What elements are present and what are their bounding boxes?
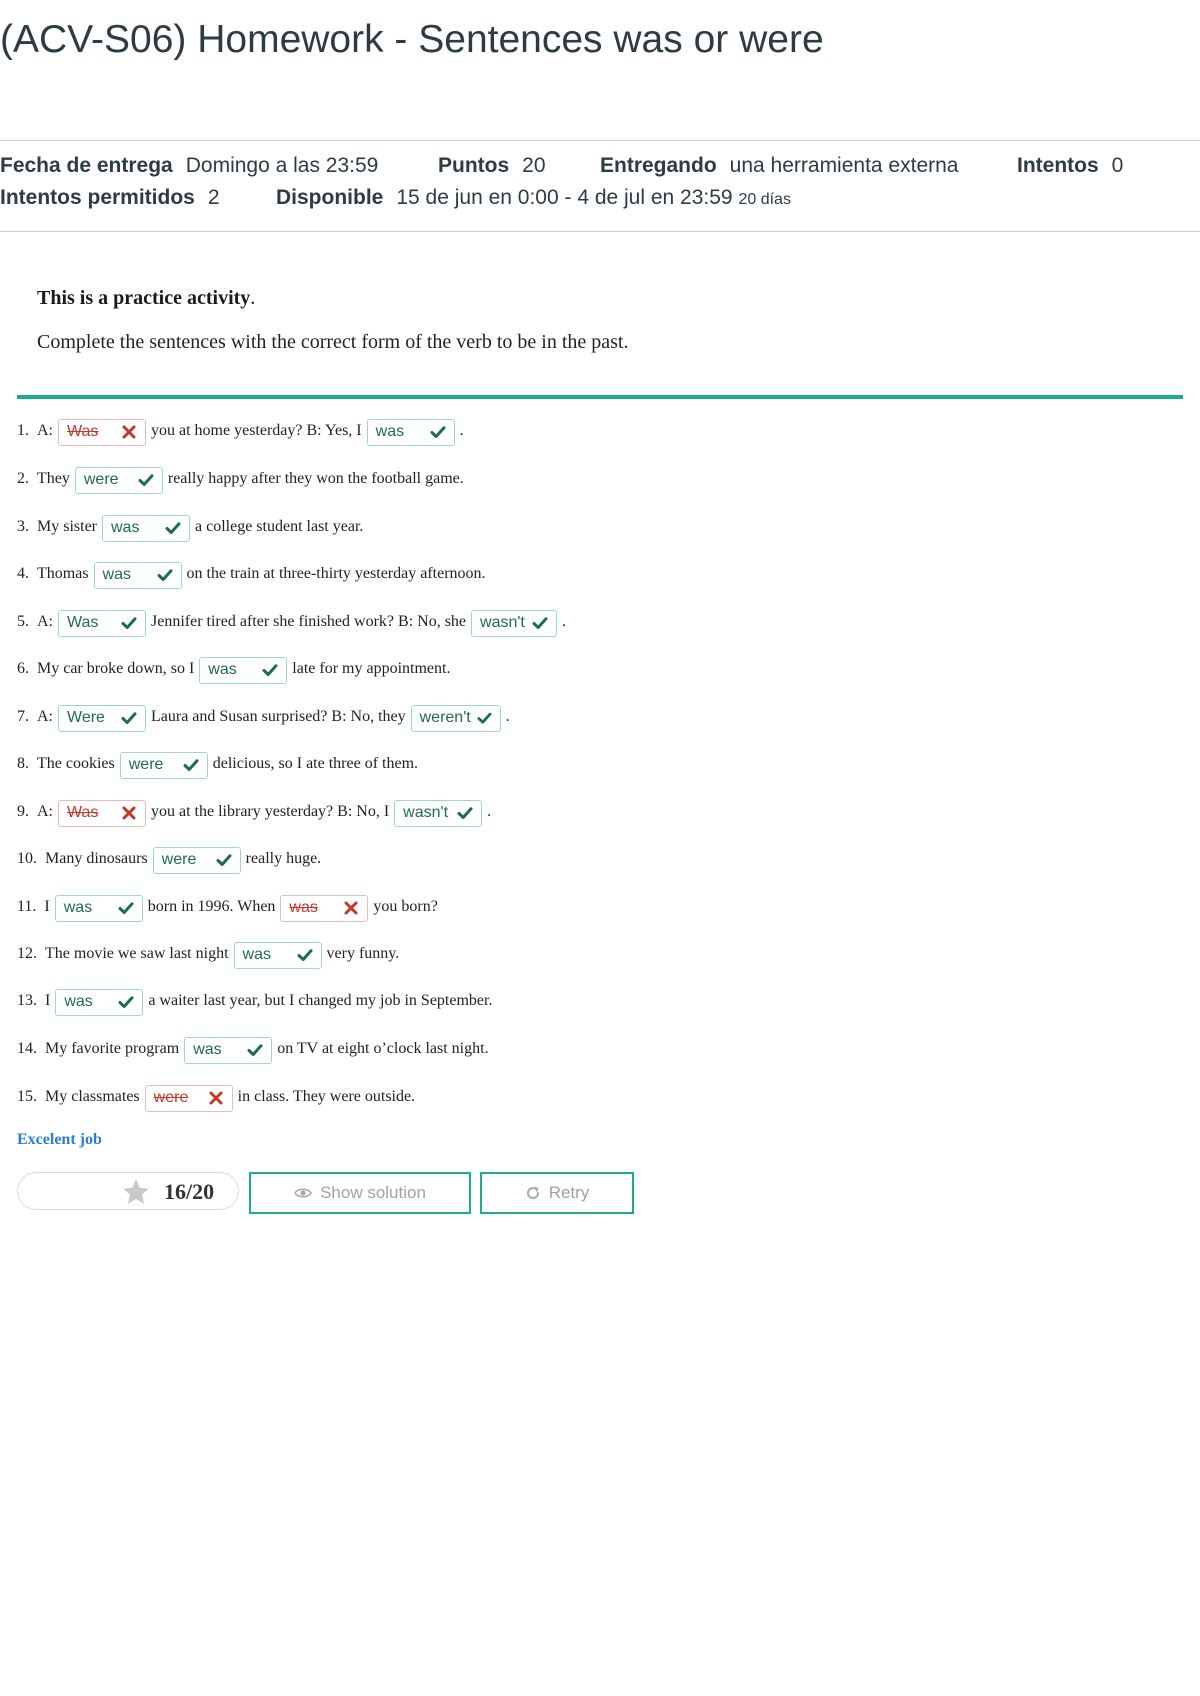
answer-10[interactable]: were (153, 847, 241, 874)
answer-14[interactable]: was (184, 1037, 272, 1064)
cross-icon (208, 1090, 224, 1106)
question-14: 14. My favorite program was on TV at eight o’clock last night. (17, 1032, 493, 1066)
question-12: 12. The movie we saw last night was very funny. (17, 937, 403, 971)
check-icon (118, 994, 134, 1010)
instructions: Complete the sentences with the correct form of the verb to be in the past. (37, 331, 629, 353)
answer-12[interactable]: was (234, 942, 322, 969)
check-icon (216, 852, 232, 868)
check-icon (121, 710, 137, 726)
answer-1b[interactable]: was (367, 419, 455, 446)
question-4: 4. Thomas was on the train at three-thirty yesterday afternoon. (17, 557, 490, 591)
check-icon (157, 567, 173, 583)
answer-5b[interactable]: wasn't (471, 610, 557, 637)
answer-1a[interactable]: Was (58, 419, 146, 446)
check-icon (457, 805, 473, 821)
question-3: 3. My sister was a college student last year. (17, 510, 367, 544)
score-bar (17, 1172, 239, 1210)
divider-top (0, 140, 1200, 141)
answer-3[interactable]: was (102, 515, 190, 542)
check-icon (183, 757, 199, 773)
retry-button[interactable] (480, 1172, 634, 1214)
question-11: 11. I was born in 1996. When was you born? (17, 890, 442, 924)
allowed-attempts: Intentos permitidos 2 (0, 186, 220, 209)
star-icon (121, 1177, 151, 1207)
question-7: 7. A: Were Laura and Susan surprised? B: No, they weren't . (17, 700, 510, 734)
question-9: 9. A: Was you at the library yesterday? B: No, I wasn't . (17, 795, 491, 829)
check-icon (262, 662, 278, 678)
answer-7b[interactable]: weren't (411, 705, 501, 732)
check-icon (297, 947, 313, 963)
practice-note: This is a practice activity. (37, 287, 256, 309)
check-icon (138, 472, 154, 488)
cross-icon (343, 900, 359, 916)
activity-rule (17, 395, 1183, 399)
answer-7a[interactable]: Were (58, 705, 146, 732)
score-value: 16/20 (164, 1179, 215, 1204)
check-icon (477, 710, 492, 726)
answer-2[interactable]: were (75, 467, 163, 494)
feedback-text: Excelent job (17, 1131, 102, 1148)
points: Puntos 20 (438, 154, 546, 177)
question-8: 8. The cookies were delicious, so I ate three of them. (17, 747, 422, 781)
answer-4[interactable]: was (94, 562, 182, 589)
check-icon (121, 615, 137, 631)
question-15: 15. My classmates were in class. They were outside. (17, 1080, 419, 1114)
answer-11a[interactable]: was (55, 895, 143, 922)
question-5: 5. A: Was Jennifer tired after she finished work? B: No, she wasn't . (17, 605, 566, 639)
question-13: 13. I was a waiter last year, but I changed my job in September. (17, 984, 496, 1018)
availability: Disponible 15 de jun en 0:00 - 4 de jul en 23:59 20 días (276, 186, 791, 209)
retry-icon (525, 1185, 541, 1201)
due-date: Fecha de entrega Domingo a las 23:59 (0, 154, 379, 177)
answer-8[interactable]: were (120, 752, 208, 779)
show-solution-label: Show solution (320, 1183, 426, 1202)
eye-icon (294, 1187, 312, 1199)
cross-icon (121, 805, 137, 821)
check-icon (165, 520, 181, 536)
page-title: (ACV-S06) Homework - Sentences was or were (0, 18, 824, 61)
question-10: 10. Many dinosaurs were really huge. (17, 842, 325, 876)
question-6: 6. My car broke down, so I was late for my appointment. (17, 652, 454, 686)
answer-9b[interactable]: wasn't (394, 800, 482, 827)
answer-9a[interactable]: Was (58, 800, 146, 827)
retry-label: Retry (548, 1183, 590, 1202)
check-icon (430, 424, 446, 440)
question-1: 1. A: Was you at home yesterday? B: Yes, I was . (17, 414, 464, 448)
show-solution-button[interactable] (249, 1172, 471, 1214)
check-icon (118, 900, 134, 916)
attempts: Intentos 0 (1017, 154, 1124, 177)
answer-6[interactable]: was (199, 657, 287, 684)
divider-bottom (0, 231, 1200, 232)
check-icon (247, 1042, 263, 1058)
answer-13[interactable]: was (55, 989, 143, 1016)
answer-5a[interactable]: Was (58, 610, 146, 637)
check-icon (532, 615, 548, 631)
question-2: 2. They were really happy after they won the football game. (17, 462, 468, 496)
answer-15[interactable]: were (145, 1085, 233, 1112)
cross-icon (121, 424, 137, 440)
answer-11b[interactable]: was (280, 895, 368, 922)
submitting: Entregando una herramienta externa (600, 154, 959, 177)
